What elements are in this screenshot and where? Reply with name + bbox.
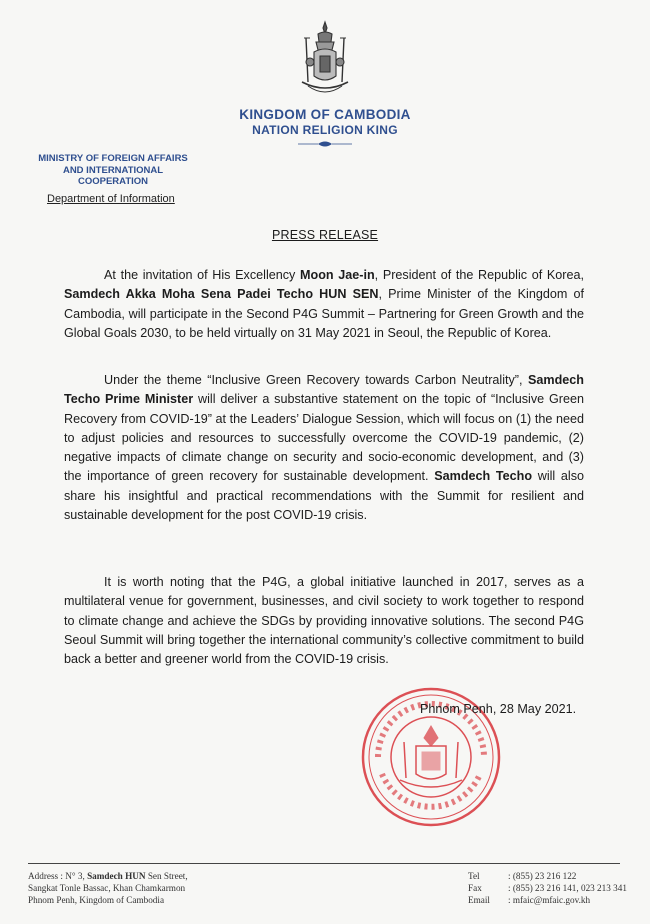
tel-row <box>468 870 638 882</box>
fax-row <box>468 882 638 894</box>
place-and-date: Phnom Penh, 28 May 2021. <box>420 702 577 716</box>
document-title: PRESS RELEASE <box>271 228 379 242</box>
footer-divider <box>28 863 620 864</box>
ministry-name <box>28 153 198 188</box>
p1-bold-pm-name: Samdech Akka Moha Sena Padei Techo HUN SEN <box>64 287 379 302</box>
p1-text-c: , President of the Republic of Korea, <box>374 268 584 282</box>
p2-text-a: Under the theme “Inclusive Green Recovery towards Carbon Neutrality”, <box>104 373 528 387</box>
p2-bold-pm: Samdech Techo Prime Minister <box>64 373 584 407</box>
royal-coat-of-arms-icon <box>298 20 352 100</box>
paragraph-2 <box>64 371 584 525</box>
fax-label: Fax <box>468 883 482 893</box>
national-motto: NATION RELIGION KING <box>252 123 398 137</box>
ministry-line-2: AND INTERNATIONAL COOPERATION <box>62 164 164 187</box>
address-line-2: Sangkat Tonle Bassac, Khan Chamkarmon <box>28 883 186 893</box>
address-bold: Samdech HUN <box>87 871 146 881</box>
tel-value: : (855) 23 216 122 <box>508 871 577 881</box>
address-label: Address : N° 3, <box>28 871 88 881</box>
p1-bold-name: Moon Jae-in <box>300 268 375 282</box>
tel-label: Tel <box>468 871 480 881</box>
fax-value: : (855) 23 216 141, 023 213 341 <box>508 883 627 893</box>
kingdom-heading <box>0 107 650 138</box>
footer-contact <box>468 870 638 906</box>
footer-address <box>28 870 278 906</box>
address-rest: Sen Street, <box>145 871 188 881</box>
address-line-1 <box>28 870 278 882</box>
address-line-3: Phnom Penh, Kingdom of Cambodia <box>28 895 165 905</box>
email-row <box>468 894 638 906</box>
email-value[interactable]: : mfaic@mfaic.gov.kh <box>508 895 591 905</box>
p2-text-e: will also share his insightful and practical recommendations with the Summit for resilient and sustainable development for the post COVID-19 crisis. <box>64 469 585 523</box>
p1-text-a: At the invitation of His Excellency <box>104 268 301 282</box>
kingdom-title: KINGDOM OF CAMBODIA <box>239 107 411 122</box>
ministry-line-1: MINISTRY OF FOREIGN AFFAIRS <box>38 153 188 164</box>
department-label: Department of Information <box>47 193 175 205</box>
p2-text-c: will deliver a substantive statement on the topic of “Inclusive Green Recovery from COVID-19” at the Leaders’ Dialogue Session, which will focus on (1) the need to adjust policies and resources to successfully overcome the COVID-19 pandemic, (2) negative impacts of climate change on security and socio-economic development, and (3) the importance of green recovery for sustainable development. <box>64 392 584 484</box>
p1-text-e: , Prime Minister of the Kingdom of Cambodia, will participate in the Second P4G Summit – Partnering for Green Growth and the Global Goals 2030, to be held virtually on 31 May 2021 in Seoul, the Republic of Korea. <box>64 287 584 340</box>
flourish-divider-icon <box>296 140 354 148</box>
p2-bold-techo: Samdech Techo <box>434 469 533 484</box>
paragraph-3: It is worth noting that the P4G, a global initiative launched in 2017, serves as a multilateral venue for government, businesses, and civil society to work together to respond to climate change and achieve the SDGs by providing innovative solutions. The second P4G Seoul Summit will bring together the international community’s collective commitment to build back a better and greener world from the COVID-19 crisis. <box>64 575 584 667</box>
paragraph-1 <box>64 266 584 343</box>
email-label: Email <box>468 895 490 905</box>
